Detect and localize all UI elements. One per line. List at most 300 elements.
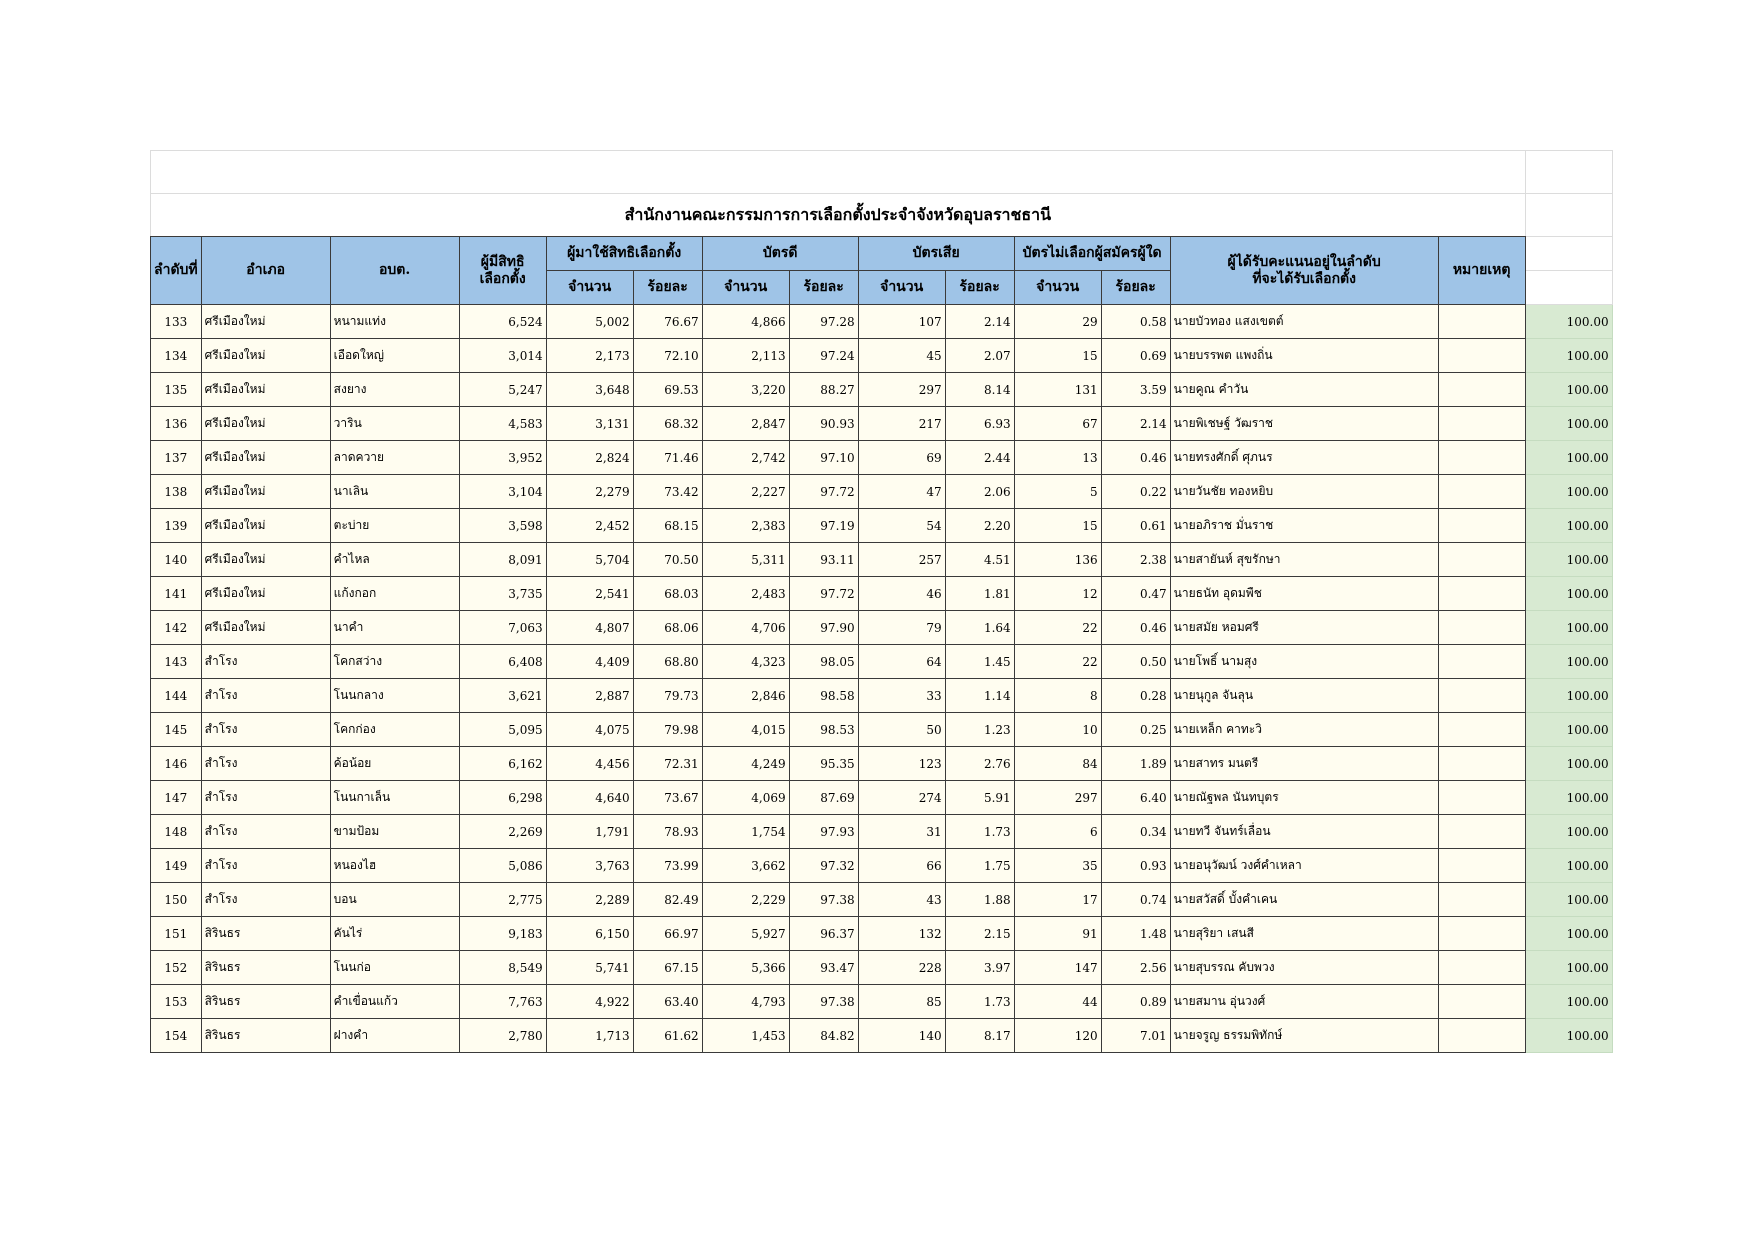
cell-sao: โคกสว่าง bbox=[330, 645, 459, 679]
header-district: อำเภอ bbox=[201, 237, 330, 305]
cell-novote-count: 17 bbox=[1014, 883, 1101, 917]
cell-novote-percent: 1.89 bbox=[1101, 747, 1170, 781]
cell-total-percent: 100.00 bbox=[1525, 339, 1612, 373]
cell-novote-percent: 0.47 bbox=[1101, 577, 1170, 611]
cell-total-percent: 100.00 bbox=[1525, 815, 1612, 849]
cell-eligible: 3,952 bbox=[459, 441, 546, 475]
table-row bbox=[151, 611, 1613, 645]
cell-turnout-count: 2,887 bbox=[546, 679, 633, 713]
cell-turnout-percent: 68.15 bbox=[633, 509, 702, 543]
table-body bbox=[151, 305, 1613, 1053]
cell-turnout-count: 1,791 bbox=[546, 815, 633, 849]
cell-sao: คันไร่ bbox=[330, 917, 459, 951]
cell-novote-percent: 0.25 bbox=[1101, 713, 1170, 747]
cell-winner: นายบัวทอง แสงเขตต์ bbox=[1170, 305, 1438, 339]
cell-turnout-count: 3,131 bbox=[546, 407, 633, 441]
cell-district: ศรีเมืองใหม่ bbox=[201, 441, 330, 475]
cell-turnout-count: 2,824 bbox=[546, 441, 633, 475]
cell-good-percent: 95.35 bbox=[789, 747, 858, 781]
cell-total-percent: 100.00 bbox=[1525, 713, 1612, 747]
cell-turnout-percent: 67.15 bbox=[633, 951, 702, 985]
cell-bad-percent: 4.51 bbox=[945, 543, 1014, 577]
cell-seq: 149 bbox=[151, 849, 202, 883]
cell-bad-percent: 1.73 bbox=[945, 815, 1014, 849]
cell-bad-count: 45 bbox=[858, 339, 945, 373]
cell-good-percent: 97.38 bbox=[789, 985, 858, 1019]
cell-winner: นายบรรพต แพงถิ่น bbox=[1170, 339, 1438, 373]
cell-seq: 141 bbox=[151, 577, 202, 611]
cell-remark bbox=[1438, 1019, 1525, 1053]
cell-bad-count: 297 bbox=[858, 373, 945, 407]
cell-bad-percent: 5.91 bbox=[945, 781, 1014, 815]
cell-novote-percent: 0.46 bbox=[1101, 611, 1170, 645]
cell-turnout-count: 5,741 bbox=[546, 951, 633, 985]
cell-total-percent: 100.00 bbox=[1525, 951, 1612, 985]
cell-sao: โนนกลาง bbox=[330, 679, 459, 713]
cell-winner: นายโพธิ์ นามสุง bbox=[1170, 645, 1438, 679]
cell-district: สิรินธร bbox=[201, 985, 330, 1019]
cell-sao: วาริน bbox=[330, 407, 459, 441]
cell-bad-percent: 1.14 bbox=[945, 679, 1014, 713]
cell-seq: 133 bbox=[151, 305, 202, 339]
cell-good-percent: 84.82 bbox=[789, 1019, 858, 1053]
header-novote-percent: ร้อยละ bbox=[1101, 271, 1170, 305]
cell-novote-count: 120 bbox=[1014, 1019, 1101, 1053]
header-side-cell bbox=[1525, 237, 1612, 271]
cell-sao: นาเลิน bbox=[330, 475, 459, 509]
cell-seq: 136 bbox=[151, 407, 202, 441]
cell-bad-count: 46 bbox=[858, 577, 945, 611]
cell-sao: แก้งกอก bbox=[330, 577, 459, 611]
title-edge-cell bbox=[1525, 194, 1612, 237]
cell-turnout-percent: 78.93 bbox=[633, 815, 702, 849]
table-row bbox=[151, 509, 1613, 543]
cell-turnout-count: 4,922 bbox=[546, 985, 633, 1019]
cell-good-count: 1,754 bbox=[702, 815, 789, 849]
cell-district: สำโรง bbox=[201, 645, 330, 679]
cell-remark bbox=[1438, 543, 1525, 577]
cell-turnout-count: 2,452 bbox=[546, 509, 633, 543]
cell-bad-count: 64 bbox=[858, 645, 945, 679]
cell-winner: นายทวี จันทร์เลื่อน bbox=[1170, 815, 1438, 849]
cell-seq: 138 bbox=[151, 475, 202, 509]
cell-winner: นายเหล็ก คาทะวิ bbox=[1170, 713, 1438, 747]
header-good-ballots: บัตรดี bbox=[702, 237, 858, 271]
table-row bbox=[151, 543, 1613, 577]
cell-sao: คำไหล bbox=[330, 543, 459, 577]
cell-bad-count: 47 bbox=[858, 475, 945, 509]
table-row bbox=[151, 883, 1613, 917]
cell-remark bbox=[1438, 339, 1525, 373]
cell-bad-count: 33 bbox=[858, 679, 945, 713]
cell-district: ศรีเมืองใหม่ bbox=[201, 407, 330, 441]
cell-remark bbox=[1438, 713, 1525, 747]
cell-novote-count: 91 bbox=[1014, 917, 1101, 951]
cell-novote-count: 67 bbox=[1014, 407, 1101, 441]
cell-good-percent: 97.93 bbox=[789, 815, 858, 849]
table-row bbox=[151, 407, 1613, 441]
cell-sao: ขามป้อม bbox=[330, 815, 459, 849]
cell-good-count: 4,249 bbox=[702, 747, 789, 781]
cell-turnout-percent: 68.06 bbox=[633, 611, 702, 645]
header-turnout-count: จำนวน bbox=[546, 271, 633, 305]
cell-turnout-percent: 61.62 bbox=[633, 1019, 702, 1053]
cell-district: สำโรง bbox=[201, 849, 330, 883]
cell-remark bbox=[1438, 849, 1525, 883]
cell-winner: นายวันชัย ทองหยิบ bbox=[1170, 475, 1438, 509]
table-row bbox=[151, 815, 1613, 849]
header-novote-count: จำนวน bbox=[1014, 271, 1101, 305]
cell-good-count: 4,069 bbox=[702, 781, 789, 815]
cell-turnout-count: 4,807 bbox=[546, 611, 633, 645]
cell-eligible: 8,091 bbox=[459, 543, 546, 577]
cell-winner: นายอนุวัฒน์ วงศ์คำเหลา bbox=[1170, 849, 1438, 883]
cell-turnout-percent: 82.49 bbox=[633, 883, 702, 917]
cell-bad-count: 66 bbox=[858, 849, 945, 883]
cell-turnout-count: 4,640 bbox=[546, 781, 633, 815]
header-side-cell bbox=[1525, 271, 1612, 305]
table-row bbox=[151, 1019, 1613, 1053]
cell-winner: นายณัฐพล นันทบุตร bbox=[1170, 781, 1438, 815]
table-row bbox=[151, 849, 1613, 883]
cell-district: ศรีเมืองใหม่ bbox=[201, 611, 330, 645]
cell-bad-percent: 2.15 bbox=[945, 917, 1014, 951]
cell-total-percent: 100.00 bbox=[1525, 441, 1612, 475]
header-row-1 bbox=[151, 237, 1613, 271]
cell-novote-percent: 0.34 bbox=[1101, 815, 1170, 849]
header-turnout-percent: ร้อยละ bbox=[633, 271, 702, 305]
cell-sao: นาคำ bbox=[330, 611, 459, 645]
cell-winner: นายสุริยา เสนสี bbox=[1170, 917, 1438, 951]
cell-novote-count: 15 bbox=[1014, 509, 1101, 543]
cell-eligible: 3,104 bbox=[459, 475, 546, 509]
cell-eligible: 7,063 bbox=[459, 611, 546, 645]
cell-sao: ฝางคำ bbox=[330, 1019, 459, 1053]
cell-total-percent: 100.00 bbox=[1525, 305, 1612, 339]
cell-turnout-count: 3,648 bbox=[546, 373, 633, 407]
cell-seq: 151 bbox=[151, 917, 202, 951]
cell-novote-count: 5 bbox=[1014, 475, 1101, 509]
cell-novote-percent: 0.89 bbox=[1101, 985, 1170, 1019]
cell-district: สำโรง bbox=[201, 713, 330, 747]
cell-good-percent: 93.11 bbox=[789, 543, 858, 577]
cell-seq: 154 bbox=[151, 1019, 202, 1053]
cell-turnout-percent: 68.32 bbox=[633, 407, 702, 441]
cell-bad-count: 132 bbox=[858, 917, 945, 951]
cell-bad-percent: 1.81 bbox=[945, 577, 1014, 611]
cell-district: สิรินธร bbox=[201, 917, 330, 951]
header-bad-count: จำนวน bbox=[858, 271, 945, 305]
cell-good-percent: 87.69 bbox=[789, 781, 858, 815]
cell-district: ศรีเมืองใหม่ bbox=[201, 509, 330, 543]
cell-bad-count: 31 bbox=[858, 815, 945, 849]
cell-eligible: 5,086 bbox=[459, 849, 546, 883]
cell-winner: นายสวัสดิ์ บั้งคำเคน bbox=[1170, 883, 1438, 917]
cell-bad-count: 274 bbox=[858, 781, 945, 815]
table-row bbox=[151, 373, 1613, 407]
cell-bad-count: 54 bbox=[858, 509, 945, 543]
cell-winner: นายทรงศักดิ์ ศุภนร bbox=[1170, 441, 1438, 475]
cell-remark bbox=[1438, 917, 1525, 951]
cell-winner: นายพิเชษฐ์ วัฒราช bbox=[1170, 407, 1438, 441]
cell-novote-percent: 0.93 bbox=[1101, 849, 1170, 883]
cell-novote-percent: 2.38 bbox=[1101, 543, 1170, 577]
cell-novote-count: 84 bbox=[1014, 747, 1101, 781]
cell-turnout-count: 2,541 bbox=[546, 577, 633, 611]
cell-good-count: 3,220 bbox=[702, 373, 789, 407]
cell-seq: 150 bbox=[151, 883, 202, 917]
cell-seq: 139 bbox=[151, 509, 202, 543]
cell-bad-percent: 1.64 bbox=[945, 611, 1014, 645]
cell-eligible: 2,269 bbox=[459, 815, 546, 849]
cell-sao: บอน bbox=[330, 883, 459, 917]
table-row bbox=[151, 713, 1613, 747]
cell-sao: ตะบ่าย bbox=[330, 509, 459, 543]
cell-eligible: 6,162 bbox=[459, 747, 546, 781]
cell-bad-count: 69 bbox=[858, 441, 945, 475]
cell-district: สำโรง bbox=[201, 679, 330, 713]
cell-bad-count: 85 bbox=[858, 985, 945, 1019]
cell-turnout-count: 5,002 bbox=[546, 305, 633, 339]
cell-district: สำโรง bbox=[201, 747, 330, 781]
cell-seq: 148 bbox=[151, 815, 202, 849]
cell-turnout-percent: 66.97 bbox=[633, 917, 702, 951]
cell-turnout-percent: 68.80 bbox=[633, 645, 702, 679]
cell-novote-count: 12 bbox=[1014, 577, 1101, 611]
cell-bad-count: 217 bbox=[858, 407, 945, 441]
header-seq: ลำดับที่ bbox=[151, 237, 202, 305]
table-row bbox=[151, 985, 1613, 1019]
cell-novote-percent: 0.69 bbox=[1101, 339, 1170, 373]
cell-bad-count: 228 bbox=[858, 951, 945, 985]
cell-remark bbox=[1438, 951, 1525, 985]
cell-remark bbox=[1438, 679, 1525, 713]
cell-novote-count: 8 bbox=[1014, 679, 1101, 713]
cell-bad-percent: 8.17 bbox=[945, 1019, 1014, 1053]
cell-good-percent: 97.24 bbox=[789, 339, 858, 373]
cell-sao: โนนกาเล็น bbox=[330, 781, 459, 815]
cell-total-percent: 100.00 bbox=[1525, 747, 1612, 781]
cell-remark bbox=[1438, 883, 1525, 917]
cell-eligible: 3,735 bbox=[459, 577, 546, 611]
cell-bad-percent: 2.76 bbox=[945, 747, 1014, 781]
cell-seq: 145 bbox=[151, 713, 202, 747]
cell-bad-count: 50 bbox=[858, 713, 945, 747]
cell-sao: ค้อน้อย bbox=[330, 747, 459, 781]
cell-turnout-percent: 79.73 bbox=[633, 679, 702, 713]
cell-novote-percent: 0.50 bbox=[1101, 645, 1170, 679]
cell-good-percent: 97.10 bbox=[789, 441, 858, 475]
cell-bad-percent: 1.75 bbox=[945, 849, 1014, 883]
cell-novote-count: 10 bbox=[1014, 713, 1101, 747]
cell-turnout-percent: 71.46 bbox=[633, 441, 702, 475]
cell-remark bbox=[1438, 985, 1525, 1019]
cell-eligible: 3,598 bbox=[459, 509, 546, 543]
cell-turnout-percent: 76.67 bbox=[633, 305, 702, 339]
cell-winner: นายสายันห์ สุขรักษา bbox=[1170, 543, 1438, 577]
cell-district: ศรีเมืองใหม่ bbox=[201, 373, 330, 407]
table-row bbox=[151, 441, 1613, 475]
cell-good-percent: 97.28 bbox=[789, 305, 858, 339]
blank-cell bbox=[151, 151, 1526, 194]
cell-good-count: 2,227 bbox=[702, 475, 789, 509]
cell-novote-count: 13 bbox=[1014, 441, 1101, 475]
cell-total-percent: 100.00 bbox=[1525, 475, 1612, 509]
table-row bbox=[151, 781, 1613, 815]
cell-good-count: 4,323 bbox=[702, 645, 789, 679]
cell-sao: หนามแท่ง bbox=[330, 305, 459, 339]
cell-total-percent: 100.00 bbox=[1525, 917, 1612, 951]
cell-novote-percent: 3.59 bbox=[1101, 373, 1170, 407]
cell-turnout-count: 2,289 bbox=[546, 883, 633, 917]
cell-winner: นายสมาน อุ่นวงศ์ bbox=[1170, 985, 1438, 1019]
cell-seq: 140 bbox=[151, 543, 202, 577]
cell-novote-count: 35 bbox=[1014, 849, 1101, 883]
cell-remark bbox=[1438, 577, 1525, 611]
cell-district: สำโรง bbox=[201, 883, 330, 917]
cell-total-percent: 100.00 bbox=[1525, 577, 1612, 611]
table-row bbox=[151, 577, 1613, 611]
cell-winner: นายนุกูล จันลุน bbox=[1170, 679, 1438, 713]
cell-novote-count: 6 bbox=[1014, 815, 1101, 849]
blank-edge-cell bbox=[1525, 151, 1612, 194]
cell-remark bbox=[1438, 747, 1525, 781]
cell-total-percent: 100.00 bbox=[1525, 645, 1612, 679]
cell-novote-count: 297 bbox=[1014, 781, 1101, 815]
cell-eligible: 6,408 bbox=[459, 645, 546, 679]
cell-remark bbox=[1438, 441, 1525, 475]
cell-bad-count: 140 bbox=[858, 1019, 945, 1053]
cell-winner: นายสุบรรณ คับพวง bbox=[1170, 951, 1438, 985]
cell-seq: 153 bbox=[151, 985, 202, 1019]
cell-good-percent: 93.47 bbox=[789, 951, 858, 985]
cell-winner: นายธนัท อุดมพืช bbox=[1170, 577, 1438, 611]
cell-novote-count: 22 bbox=[1014, 645, 1101, 679]
header-good-count: จำนวน bbox=[702, 271, 789, 305]
cell-bad-percent: 1.73 bbox=[945, 985, 1014, 1019]
cell-turnout-percent: 73.42 bbox=[633, 475, 702, 509]
header-winner bbox=[1170, 237, 1438, 305]
table-row bbox=[151, 679, 1613, 713]
cell-winner: นายจรูญ ธรรมพิทักษ์ bbox=[1170, 1019, 1438, 1053]
cell-good-count: 2,113 bbox=[702, 339, 789, 373]
cell-district: สิรินธร bbox=[201, 1019, 330, 1053]
cell-good-count: 2,229 bbox=[702, 883, 789, 917]
cell-turnout-count: 4,456 bbox=[546, 747, 633, 781]
cell-turnout-percent: 79.98 bbox=[633, 713, 702, 747]
cell-good-percent: 98.58 bbox=[789, 679, 858, 713]
cell-bad-count: 123 bbox=[858, 747, 945, 781]
cell-novote-percent: 0.74 bbox=[1101, 883, 1170, 917]
cell-good-percent: 97.19 bbox=[789, 509, 858, 543]
cell-seq: 143 bbox=[151, 645, 202, 679]
cell-eligible: 5,247 bbox=[459, 373, 546, 407]
cell-remark bbox=[1438, 781, 1525, 815]
cell-bad-percent: 1.45 bbox=[945, 645, 1014, 679]
cell-good-percent: 97.72 bbox=[789, 577, 858, 611]
cell-eligible: 6,524 bbox=[459, 305, 546, 339]
cell-seq: 142 bbox=[151, 611, 202, 645]
cell-remark bbox=[1438, 509, 1525, 543]
cell-winner: นายคูณ คำวัน bbox=[1170, 373, 1438, 407]
cell-good-percent: 97.90 bbox=[789, 611, 858, 645]
cell-district: สำโรง bbox=[201, 815, 330, 849]
cell-novote-count: 15 bbox=[1014, 339, 1101, 373]
cell-remark bbox=[1438, 305, 1525, 339]
cell-good-percent: 88.27 bbox=[789, 373, 858, 407]
cell-eligible: 6,298 bbox=[459, 781, 546, 815]
cell-good-count: 5,311 bbox=[702, 543, 789, 577]
cell-good-count: 1,453 bbox=[702, 1019, 789, 1053]
cell-novote-percent: 0.22 bbox=[1101, 475, 1170, 509]
cell-sao: สงยาง bbox=[330, 373, 459, 407]
cell-seq: 134 bbox=[151, 339, 202, 373]
cell-district: สิรินธร bbox=[201, 951, 330, 985]
cell-bad-count: 257 bbox=[858, 543, 945, 577]
cell-turnout-count: 2,173 bbox=[546, 339, 633, 373]
cell-good-count: 4,706 bbox=[702, 611, 789, 645]
cell-eligible: 4,583 bbox=[459, 407, 546, 441]
cell-total-percent: 100.00 bbox=[1525, 1019, 1612, 1053]
cell-good-count: 2,383 bbox=[702, 509, 789, 543]
cell-seq: 146 bbox=[151, 747, 202, 781]
cell-turnout-count: 1,713 bbox=[546, 1019, 633, 1053]
cell-eligible: 3,621 bbox=[459, 679, 546, 713]
cell-remark bbox=[1438, 373, 1525, 407]
cell-turnout-percent: 73.99 bbox=[633, 849, 702, 883]
cell-good-count: 4,866 bbox=[702, 305, 789, 339]
cell-remark bbox=[1438, 645, 1525, 679]
header-winner-line2: ที่จะได้รับเลือกตั้ง bbox=[1252, 270, 1356, 287]
cell-sao: เอือดใหญ่ bbox=[330, 339, 459, 373]
table-row bbox=[151, 339, 1613, 373]
cell-sao: หนองไฮ bbox=[330, 849, 459, 883]
cell-eligible: 7,763 bbox=[459, 985, 546, 1019]
cell-total-percent: 100.00 bbox=[1525, 611, 1612, 645]
cell-bad-percent: 8.14 bbox=[945, 373, 1014, 407]
cell-turnout-percent: 63.40 bbox=[633, 985, 702, 1019]
cell-district: ศรีเมืองใหม่ bbox=[201, 339, 330, 373]
cell-novote-count: 22 bbox=[1014, 611, 1101, 645]
cell-bad-count: 43 bbox=[858, 883, 945, 917]
cell-winner: นายสาทร มนตรี bbox=[1170, 747, 1438, 781]
cell-novote-percent: 1.48 bbox=[1101, 917, 1170, 951]
cell-remark bbox=[1438, 815, 1525, 849]
header-sao: อบต. bbox=[330, 237, 459, 305]
cell-good-percent: 98.05 bbox=[789, 645, 858, 679]
cell-good-count: 5,366 bbox=[702, 951, 789, 985]
header-bad-ballots: บัตรเสีย bbox=[858, 237, 1014, 271]
cell-bad-percent: 2.06 bbox=[945, 475, 1014, 509]
header-no-vote-ballots: บัตรไม่เลือกผู้สมัครผู้ใด bbox=[1014, 237, 1170, 271]
cell-seq: 147 bbox=[151, 781, 202, 815]
cell-total-percent: 100.00 bbox=[1525, 373, 1612, 407]
cell-turnout-percent: 72.31 bbox=[633, 747, 702, 781]
cell-turnout-percent: 70.50 bbox=[633, 543, 702, 577]
cell-good-percent: 97.38 bbox=[789, 883, 858, 917]
cell-good-count: 4,015 bbox=[702, 713, 789, 747]
cell-seq: 135 bbox=[151, 373, 202, 407]
table-row bbox=[151, 645, 1613, 679]
cell-district: ศรีเมืองใหม่ bbox=[201, 475, 330, 509]
cell-good-percent: 96.37 bbox=[789, 917, 858, 951]
cell-total-percent: 100.00 bbox=[1525, 543, 1612, 577]
header-winner-line1: ผู้ได้รับคะแนนอยู่ในลำดับ bbox=[1227, 254, 1381, 271]
cell-seq: 152 bbox=[151, 951, 202, 985]
cell-bad-count: 79 bbox=[858, 611, 945, 645]
cell-seq: 144 bbox=[151, 679, 202, 713]
cell-novote-percent: 0.28 bbox=[1101, 679, 1170, 713]
